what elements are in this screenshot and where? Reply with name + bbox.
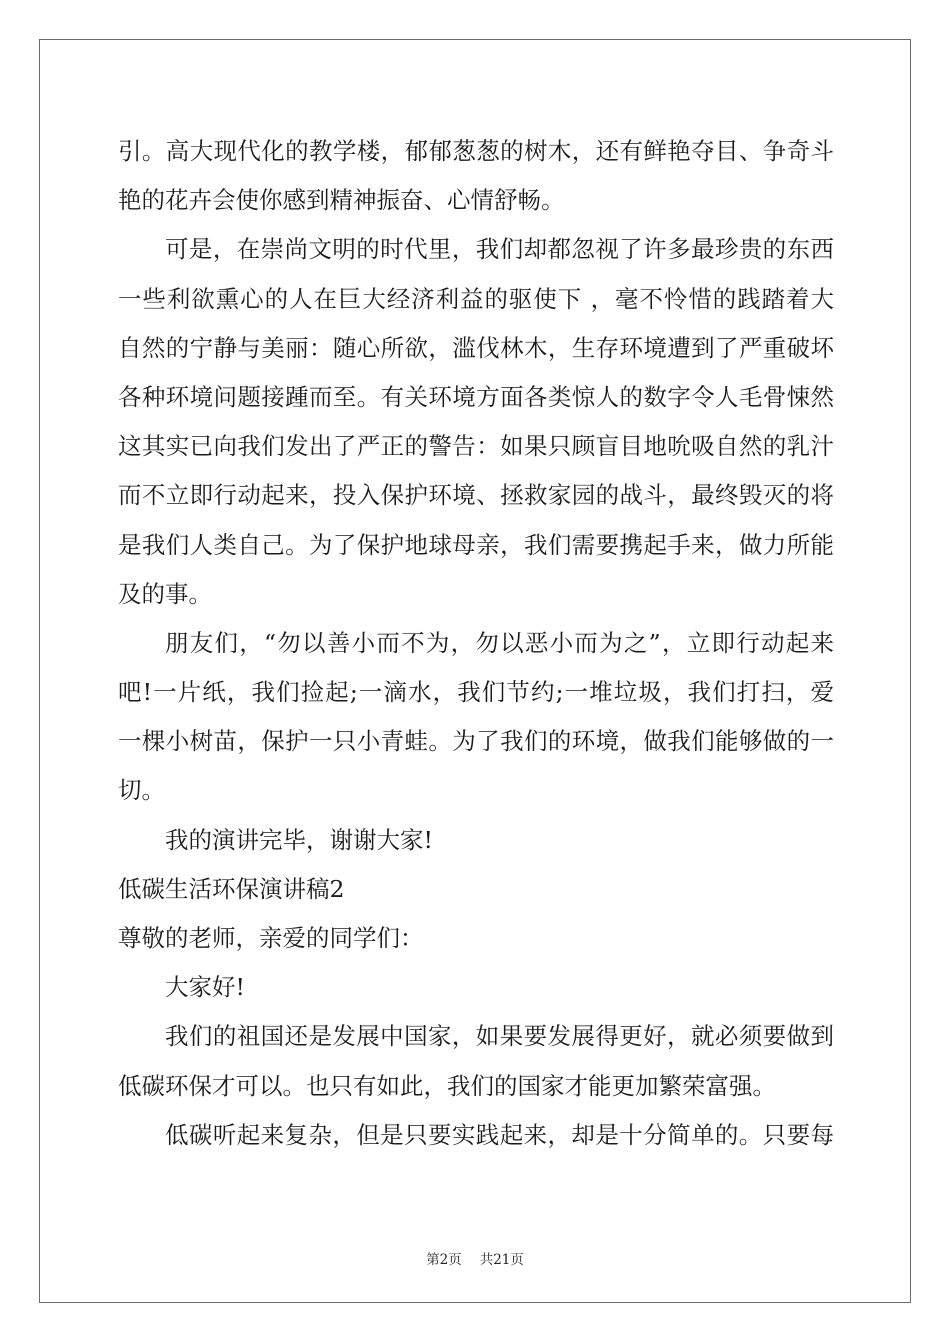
text-line: 吧!一片纸，我们捡起;一滴水，我们节约;一堆垃圾，我们打扫，爱 bbox=[118, 678, 834, 707]
salutation: 尊敬的老师，亲爱的同学们： bbox=[118, 924, 424, 952]
section-heading: 低碳生活环保演讲稿2 bbox=[118, 874, 345, 903]
page-footer bbox=[0, 1248, 950, 1268]
document-body bbox=[118, 127, 834, 1160]
text-line: 引。高大现代化的教学楼，郁郁葱葱的树木，还有鲜艳夺目、争奇斗 bbox=[118, 137, 834, 165]
text-line: 我们的祖国还是发展中国家，如果要发展得更好，就必须要做到 bbox=[165, 1022, 834, 1051]
text-line: 一棵小树苗，保护一只小青蛙。为了我们的环境，做我们能够做的一 bbox=[118, 727, 834, 756]
text-line: 各种环境问题接踵而至。有关环境方面各类惊人的数字令人毛骨悚然 bbox=[118, 382, 834, 411]
text-line: 是我们人类自己。为了保护地球母亲，我们需要携起手来，做力所能 bbox=[118, 530, 834, 559]
text-line: 低碳环保才可以。也只有如此，我们的国家才能更加繁荣富强。 bbox=[118, 1071, 776, 1100]
text-line: 可是，在崇尚文明的时代里，我们却都忽视了许多最珍贵的东西 bbox=[165, 235, 834, 264]
text-line: 自然的宁静与美丽：随心所欲，滥伐林木，生存环境遭到了严重破坏 bbox=[118, 333, 834, 362]
page-total: 共21页 bbox=[479, 1252, 524, 1268]
text-line: 及的事。 bbox=[118, 579, 212, 608]
text-line: 低碳听起来复杂，但是只要实践起来，却是十分简单的。只要每 bbox=[165, 1120, 834, 1149]
text-line: 这其实已向我们发出了严正的警告：如果只顾盲目地吮吸自然的乳汁 bbox=[118, 432, 834, 461]
text-line: 朋友们，“勿以善小而不为，勿以恶小而为之”，立即行动起来 bbox=[165, 628, 834, 657]
greeting: 大家好! bbox=[165, 973, 245, 1002]
text-line: 切。 bbox=[118, 776, 165, 805]
text-line: 一些利欲熏心的人在巨大经济利益的驱使下 ，毫不怜惜的践踏着大 bbox=[118, 284, 834, 313]
text-line: 而不立即行动起来，投入保护环境、拯救家园的战斗，最终毁灭的将 bbox=[118, 481, 834, 510]
text-line: 我的演讲完毕，谢谢大家! bbox=[165, 825, 433, 854]
text-line: 艳的花卉会使你感到精神振奋、心情舒畅。 bbox=[118, 186, 565, 215]
page-number: 第2页 bbox=[426, 1252, 462, 1268]
